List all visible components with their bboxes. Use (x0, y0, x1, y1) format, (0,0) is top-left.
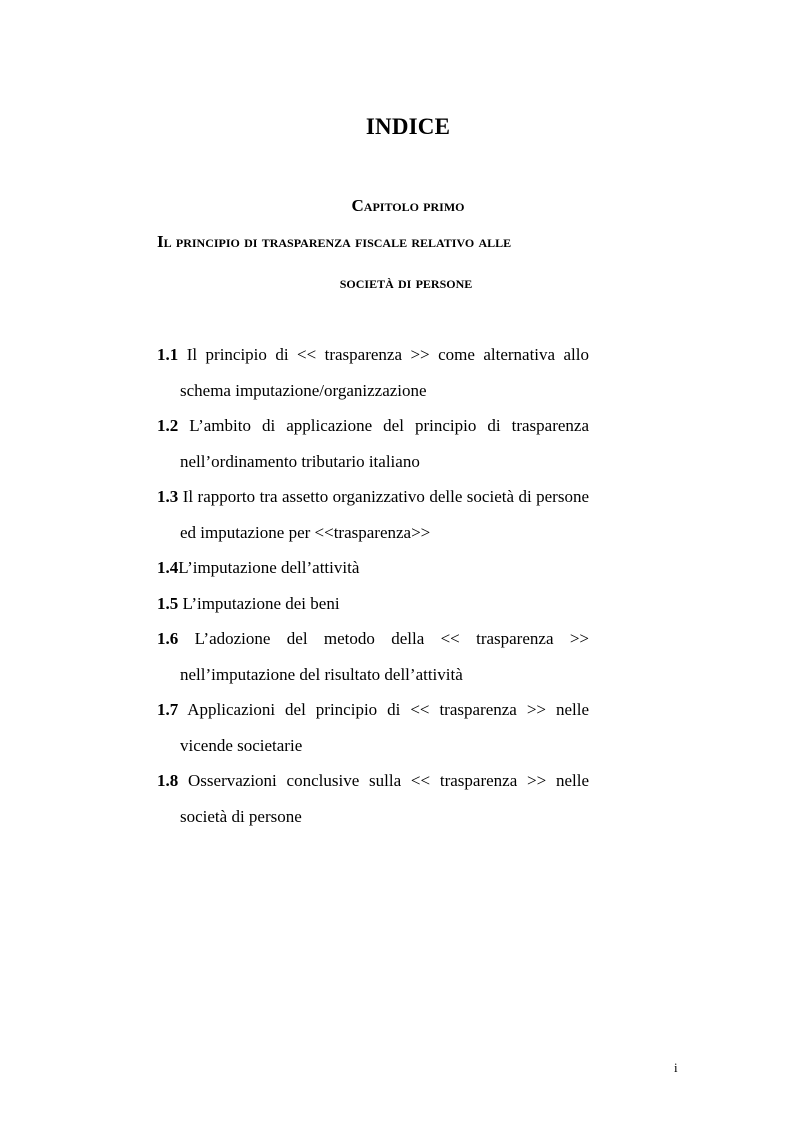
toc-entry-1-3[interactable] (157, 479, 589, 550)
toc-entry-title: L’imputazione dei beni (182, 593, 340, 613)
toc-entry-text (157, 479, 589, 550)
toc-entry-1-6[interactable] (157, 621, 589, 692)
toc-entry-number: 1.4 (157, 558, 179, 577)
toc-entry-title: Il principio di << trasparenza >> come alternativa allo schema imputazione/organizzazione (180, 345, 590, 400)
chapter-label: Capitolo primo (351, 196, 465, 215)
toc-entry-title: Osservazioni conclusive sulla << trasparenza >> nelle società di persone (180, 771, 589, 826)
toc-entry-text (157, 692, 589, 763)
toc-entry-1-2[interactable] (157, 408, 589, 479)
toc-entry-text (157, 763, 589, 834)
toc-entry-1-8[interactable] (157, 763, 589, 834)
toc-entry-number: 1.2 (157, 416, 179, 435)
toc-entry-text (157, 550, 589, 586)
toc-entry-title: Applicazioni del principio di << trasparenza >> nelle vicende societarie (180, 700, 589, 755)
toc-entry-title: L’ambito di applicazione del principio di trasparenza nell’ordinamento tributario italiano (180, 416, 590, 471)
toc-entry-number: 1.1 (157, 345, 179, 364)
page-title: INDICE (365, 114, 451, 139)
page-number: i (674, 1060, 678, 1075)
toc-entry-text (157, 586, 589, 622)
table-of-contents (157, 337, 589, 834)
toc-entry-title: L’imputazione dell’attività (178, 558, 360, 577)
toc-entry-number: 1.6 (157, 629, 179, 648)
toc-entry-title: L’adozione del metodo della << trasparenza >> nell’imputazione del risultato dell’attività (180, 629, 589, 684)
toc-entry-1-4[interactable] (157, 550, 589, 586)
toc-entry-1-7[interactable] (157, 692, 589, 763)
toc-entry-number: 1.5 (157, 593, 179, 613)
toc-entry-text (157, 337, 589, 408)
toc-entry-1-5[interactable] (157, 586, 589, 622)
toc-entry-number: 1.3 (157, 487, 179, 506)
toc-entry-title: Il rapporto tra assetto organizzativo delle società di persone ed imputazione per <<trasparenza>> (180, 487, 589, 542)
toc-entry-text (157, 621, 589, 692)
toc-entry-text (157, 408, 589, 479)
chapter-title-line-1: Il principio di trasparenza fiscale relativo alle (157, 232, 512, 251)
chapter-title-line-2: società di persone (339, 273, 473, 292)
toc-entry-1-1[interactable] (157, 337, 589, 408)
toc-entry-number: 1.7 (157, 700, 179, 719)
toc-entry-number: 1.8 (157, 771, 179, 790)
